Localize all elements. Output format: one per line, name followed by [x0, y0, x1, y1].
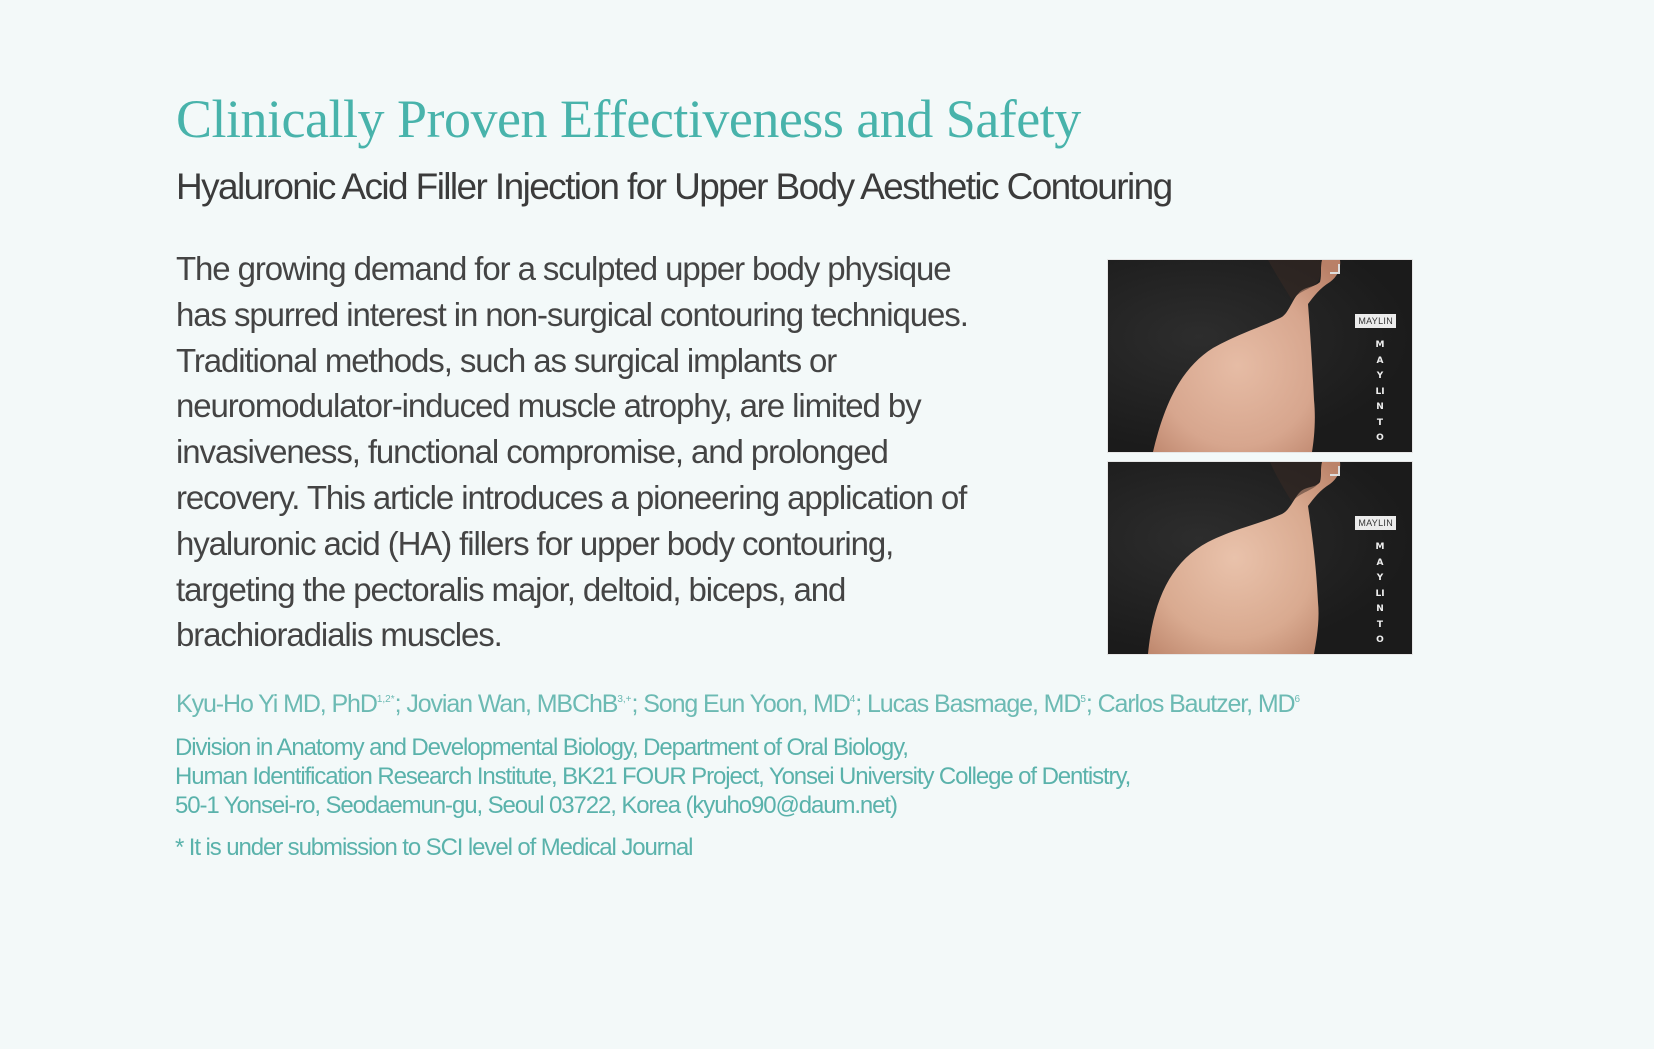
- abstract-line: invasiveness, functional compromise, and prolonged: [176, 433, 888, 471]
- before-photo: [1107, 259, 1413, 453]
- submission-note: * It is under submission to SCI level of Medical Journal: [175, 834, 693, 861]
- author-name: Carlos Bautzer, MD: [1097, 690, 1295, 718]
- page-title: Clinically Proven Effectiveness and Safety: [176, 89, 1081, 149]
- abstract-line: brachioradialis muscles.: [176, 616, 502, 654]
- page-subtitle: Hyaluronic Acid Filler Injection for Upper Body Aesthetic Contouring: [176, 166, 1172, 207]
- author-name: Jovian Wan, MBChB: [406, 690, 618, 718]
- brand-vertical-text: MAYLINTO: [1375, 340, 1385, 443]
- abstract-line: Traditional methods, such as surgical implants or: [176, 341, 837, 379]
- corner-mark: [1330, 264, 1340, 274]
- abstract-line: has spurred interest in non-surgical contouring techniques.: [176, 295, 968, 333]
- abstract-line: targeting the pectoralis major, deltoid, biceps, and: [176, 570, 846, 608]
- author-separator: ;: [855, 690, 867, 718]
- author-affiliation-mark: 5: [1080, 694, 1086, 705]
- affiliation: [175, 733, 1130, 820]
- torso-illustration: [1108, 462, 1412, 654]
- brand-label: MAYLIN: [1355, 314, 1396, 328]
- abstract-paragraph: [176, 246, 1056, 658]
- corner-mark: [1330, 466, 1340, 476]
- author-affiliation-mark: 3,+: [617, 694, 632, 705]
- author-affiliation-mark: 1,2*: [376, 694, 395, 705]
- author-name: Lucas Basmage, MD: [866, 690, 1081, 718]
- affiliation-line: Division in Anatomy and Developmental Biology, Department of Oral Biology,: [175, 734, 908, 761]
- affiliation-line: 50-1 Yonsei-ro, Seodaemun-gu, Seoul 03722, Korea (kyuho90@daum.net): [175, 792, 897, 819]
- brand-vertical-text: MAYLINTO: [1375, 542, 1385, 645]
- author-name: Kyu-Ho Yi MD, PhD: [176, 690, 377, 718]
- abstract-line: The growing demand for a sculpted upper body physique: [176, 250, 951, 287]
- torso-illustration: [1108, 260, 1412, 452]
- brand-label: MAYLIN: [1355, 516, 1396, 530]
- author-separator: ;: [631, 690, 644, 718]
- author-name: Song Eun Yoon, MD: [643, 690, 850, 718]
- abstract-line: hyaluronic acid (HA) fillers for upper body contouring,: [176, 524, 894, 562]
- abstract-line: neuromodulator-induced muscle atrophy, are limited by: [176, 387, 921, 425]
- author-separator: ;: [394, 690, 407, 718]
- author-list: [176, 690, 1300, 719]
- author-affiliation-mark: 6: [1294, 694, 1301, 705]
- after-photo: [1107, 461, 1413, 655]
- author-separator: ;: [1085, 690, 1098, 718]
- affiliation-line: Human Identification Research Institute, BK21 FOUR Project, Yonsei University College of Dentistry,: [175, 763, 1131, 790]
- abstract-line: recovery. This article introduces a pioneering application of: [176, 478, 967, 516]
- author-affiliation-mark: 4: [849, 694, 856, 705]
